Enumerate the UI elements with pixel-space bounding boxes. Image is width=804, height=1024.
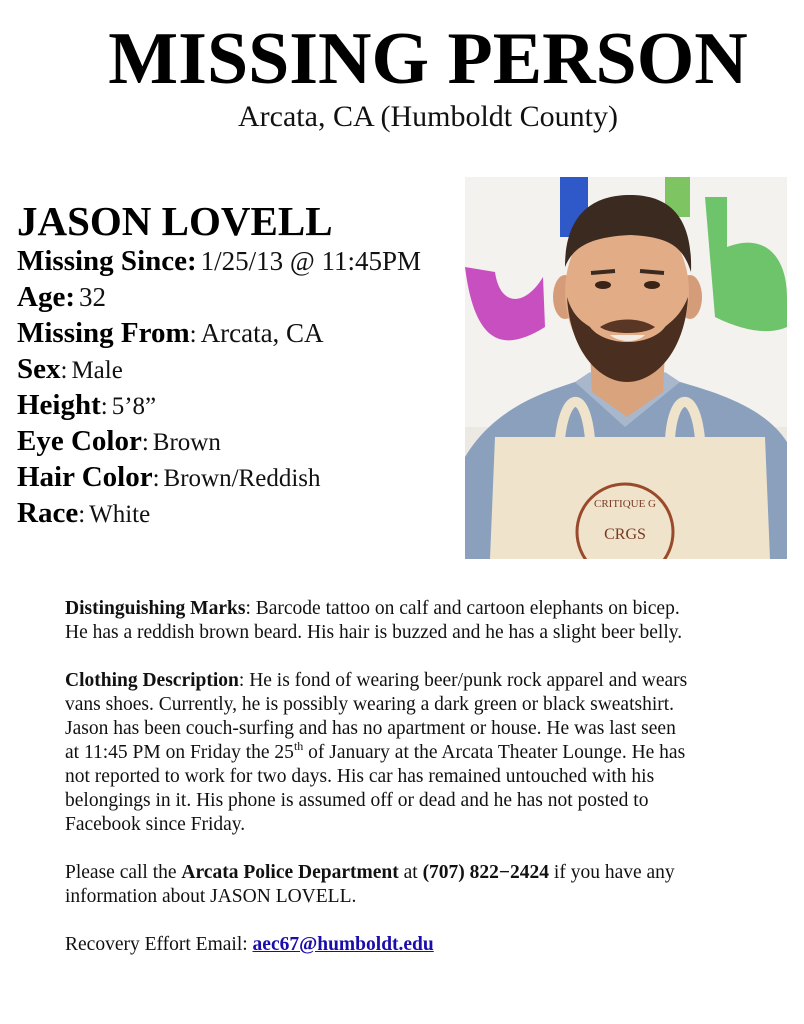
contact-info: Please call the Arcata Police Department at (707) 822−2424 if you have any information about JASON LOVELL.: [65, 861, 790, 909]
fact-value: 32: [79, 282, 106, 312]
fact-value: 5’8”: [111, 393, 157, 420]
clothing-text-6: belongings in it. His phone is assumed off or dead and he has not posted to: [65, 790, 649, 811]
fact-label: Race: [17, 497, 79, 529]
clothing-text-5: not reported to work for two days. His car has remained untouched with his: [65, 766, 655, 787]
fact-value: Arcata, CA: [200, 318, 324, 348]
fact-value: 1/25/13 @ 11:45PM: [200, 246, 422, 276]
details-section: [65, 597, 790, 981]
distinguishing-marks: Distinguishing Marks: Barcode tattoo on calf and cartoon elephants on bicep. He has a reddish brown beard. His hair is buzzed and he has a slight beer belly.: [65, 597, 790, 645]
clothing-text-4b: of January at the Arcata Theater Lounge. He has: [303, 742, 686, 763]
clothing-text-1: He is fond of wearing beer/punk rock apparel and wears: [249, 670, 688, 691]
fact-value: Male: [71, 357, 123, 384]
clothing-text-7: Facebook since Friday.: [65, 814, 246, 835]
fact-age: Age: 32: [17, 281, 106, 313]
phone-number[interactable]: (707) 822−2424: [422, 862, 550, 883]
fact-height: Height: 5’8”: [17, 389, 157, 421]
page-title: MISSING PERSON: [108, 18, 748, 100]
fact-label: Age: [17, 281, 66, 313]
bag-logo-text: CRGS: [604, 526, 646, 543]
fact-label: Height: [17, 389, 101, 421]
fact-label: Eye Color: [17, 425, 142, 457]
fact-missing-from: Missing From: Arcata, CA: [17, 317, 324, 349]
fact-value: Brown: [152, 429, 221, 456]
person-facts: [17, 243, 421, 531]
person-photo: [465, 177, 787, 559]
police-department: Arcata Police Department: [181, 862, 399, 883]
clothing-text-4a: at 11:45 PM on Friday the 25: [65, 742, 294, 763]
recovery-email-line: [65, 933, 790, 957]
fact-label: Sex: [17, 353, 61, 385]
marks-text-1: Barcode tattoo on calf and cartoon elephants on bicep.: [255, 598, 680, 619]
recovery-email-link[interactable]: aec67@humboldt.edu: [252, 934, 434, 955]
location-subtitle: Arcata, CA (Humboldt County): [238, 100, 618, 133]
fact-value: Brown/Reddish: [163, 465, 321, 492]
fact-sex: Sex: Male: [17, 353, 123, 385]
fact-value: White: [89, 501, 151, 528]
fact-label: Missing From: [17, 317, 190, 349]
fact-missing-since: Missing Since: 1/25/13 @ 11:45PM: [17, 245, 422, 277]
fact-race: Race: White: [17, 497, 151, 529]
clothing-text-3: Jason has been couch-surfing and has no apartment or house. He was last seen: [65, 718, 676, 739]
contact-text-2: information about JASON LOVELL.: [65, 886, 357, 907]
bag-arc-text: CRITIQUE G: [593, 498, 657, 510]
marks-label: Distinguishing Marks: [65, 598, 246, 619]
clothing-description: Clothing Description: He is fond of wearing beer/punk rock apparel and wears vans shoes. Currently, he is possibly wearing a dark green or black sweatshirt. Jason has been couch-surfing and has no apartment or house. He was last seen at 11:45 PM on Friday the 25th of January at the Arcata Theater Lounge. He has not reported to work for two days. His car has remained untouched with his belongings in it. His phone is assumed off or dead and he has not posted to Facebook since Friday.: [65, 669, 790, 837]
clothing-text-2: vans shoes. Currently, he is possibly wearing a dark green or black sweatshirt.: [65, 694, 675, 715]
fact-hair-color: Hair Color: Brown/Reddish: [17, 461, 321, 493]
person-name: JASON LOVELL: [17, 198, 333, 244]
fact-label: Missing Since: [17, 245, 187, 277]
marks-text-2: He has a reddish brown beard. His hair is buzzed and he has a slight beer belly.: [65, 622, 683, 643]
fact-label: Hair Color: [17, 461, 153, 493]
clothing-text-4-sup: th: [293, 739, 304, 753]
recovery-label: Recovery Effort Email:: [65, 934, 253, 955]
fact-eye-color: Eye Color: Brown: [17, 425, 221, 457]
clothing-label: Clothing Description: [65, 670, 239, 691]
